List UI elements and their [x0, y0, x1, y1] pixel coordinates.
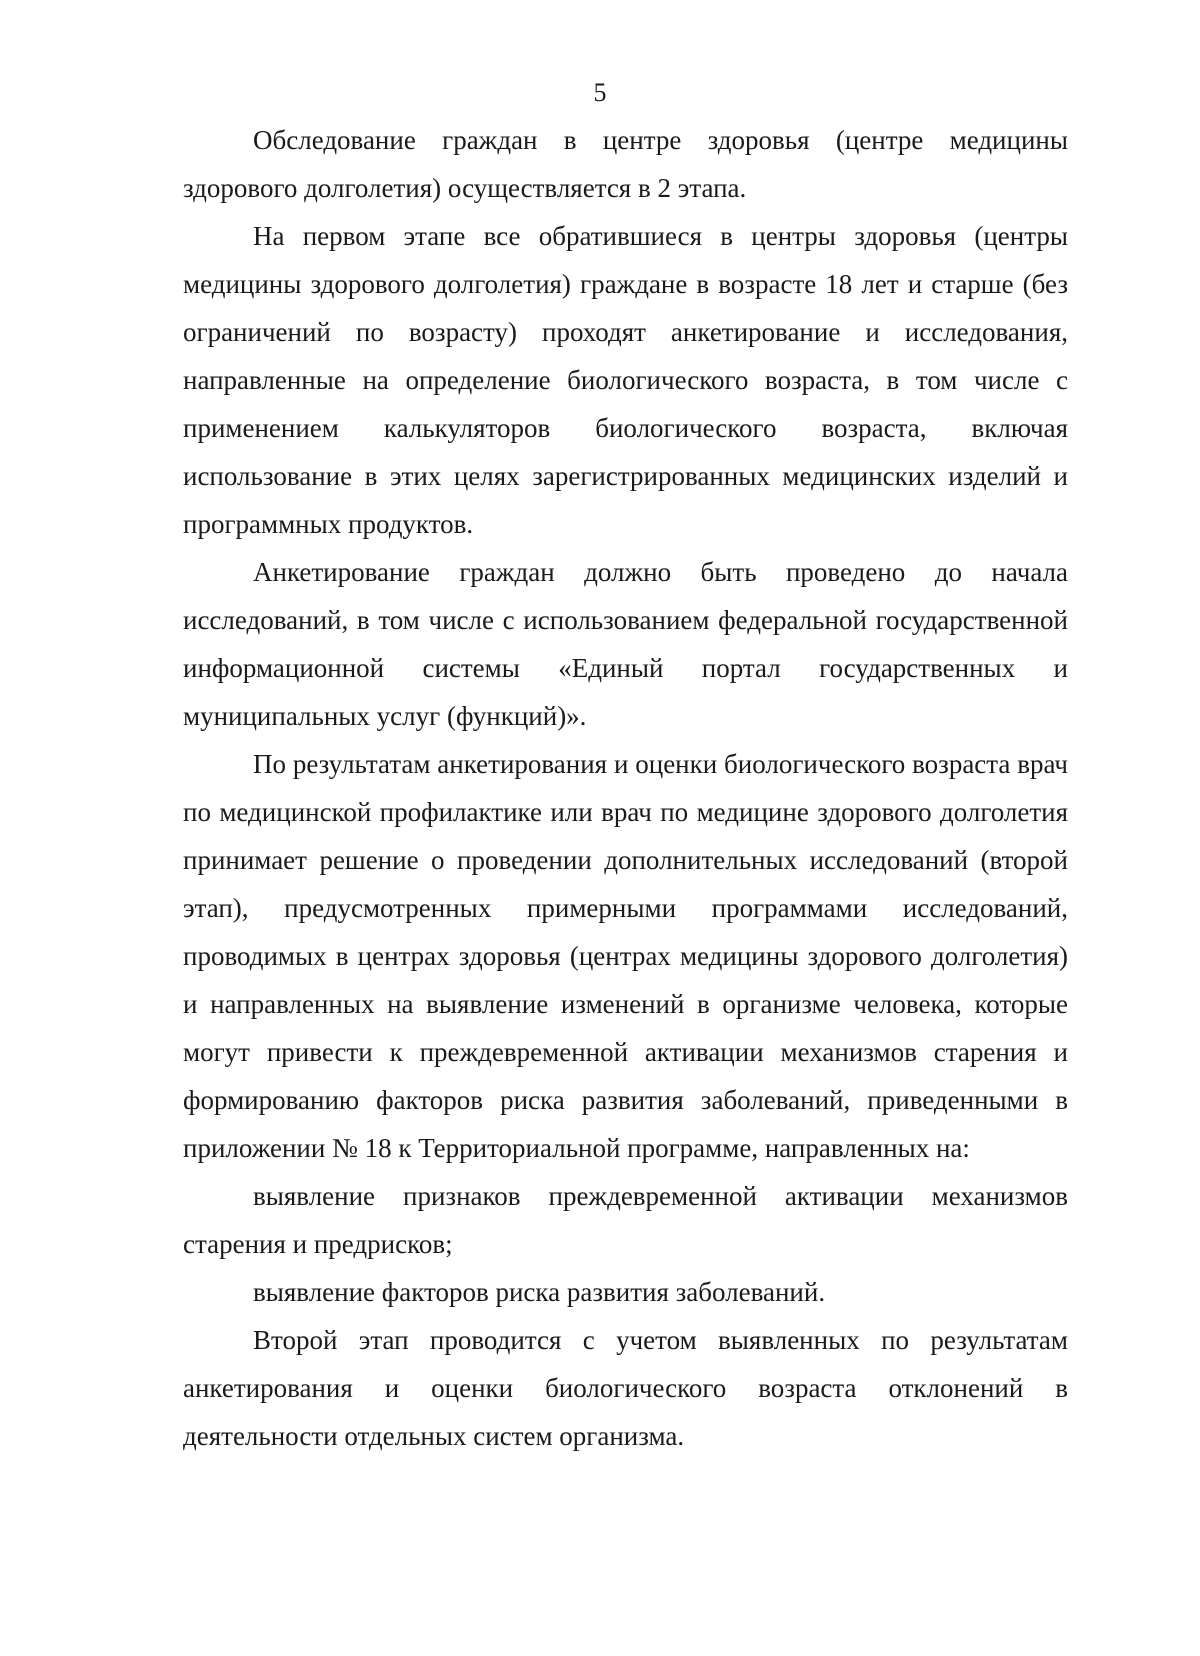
paragraph-risk-factors: выявление факторов риска развития заболеваний. [253, 1277, 826, 1307]
document-body [183, 116, 1068, 1460]
paragraph-examination-stages: Обследование граждан в центре здоровья (центре медицины здорового долголетия) осуществляется в 2 этапа. [183, 125, 1068, 203]
paragraph-first-stage: На первом этапе все обратившиеся в центры здоровья (центры медицины здорового долголетия) граждане в возрасте 18 лет и старше (без ограничений по возрасту) проходят анкетирование и исследования, направленные на определение биологического возраста, в том числе с применением калькуляторов биологического возраста, включая использование в этих целях зарегистрированных медицинских изделий и программных продуктов. [183, 221, 1068, 539]
page-number: 5 [593, 78, 607, 107]
paragraph-questionnaire: Анкетирование граждан должно быть проведено до начала исследований, в том числе с использованием федеральной государственной информационной системы «Единый портал государственных и муниципальных услуг (функций)». [183, 557, 1068, 731]
paragraph-aging-signs: выявление признаков преждевременной активации механизмов старения и предрисков; [183, 1181, 1068, 1259]
paragraph-second-stage: Второй этап проводится с учетом выявленных по результатам анкетирования и оценки биологического возраста отклонений в деятельности отдельных систем организма. [183, 1325, 1068, 1451]
paragraph-questionnaire-results: По результатам анкетирования и оценки биологического возраста врач по медицинской профилактике или врач по медицине здорового долголетия принимает решение о проведении дополнительных исследований (второй этап), предусмотренных примерными программами исследований, проводимых в центрах здоровья (центрах медицины здорового долголетия) и направленных на выявление изменений в организме человека, которые могут привести к преждевременной активации механизмов старения и формированию факторов риска развития заболеваний, приведенными в приложении № 18 к Территориальной программе, направленных на: [183, 749, 1068, 1163]
